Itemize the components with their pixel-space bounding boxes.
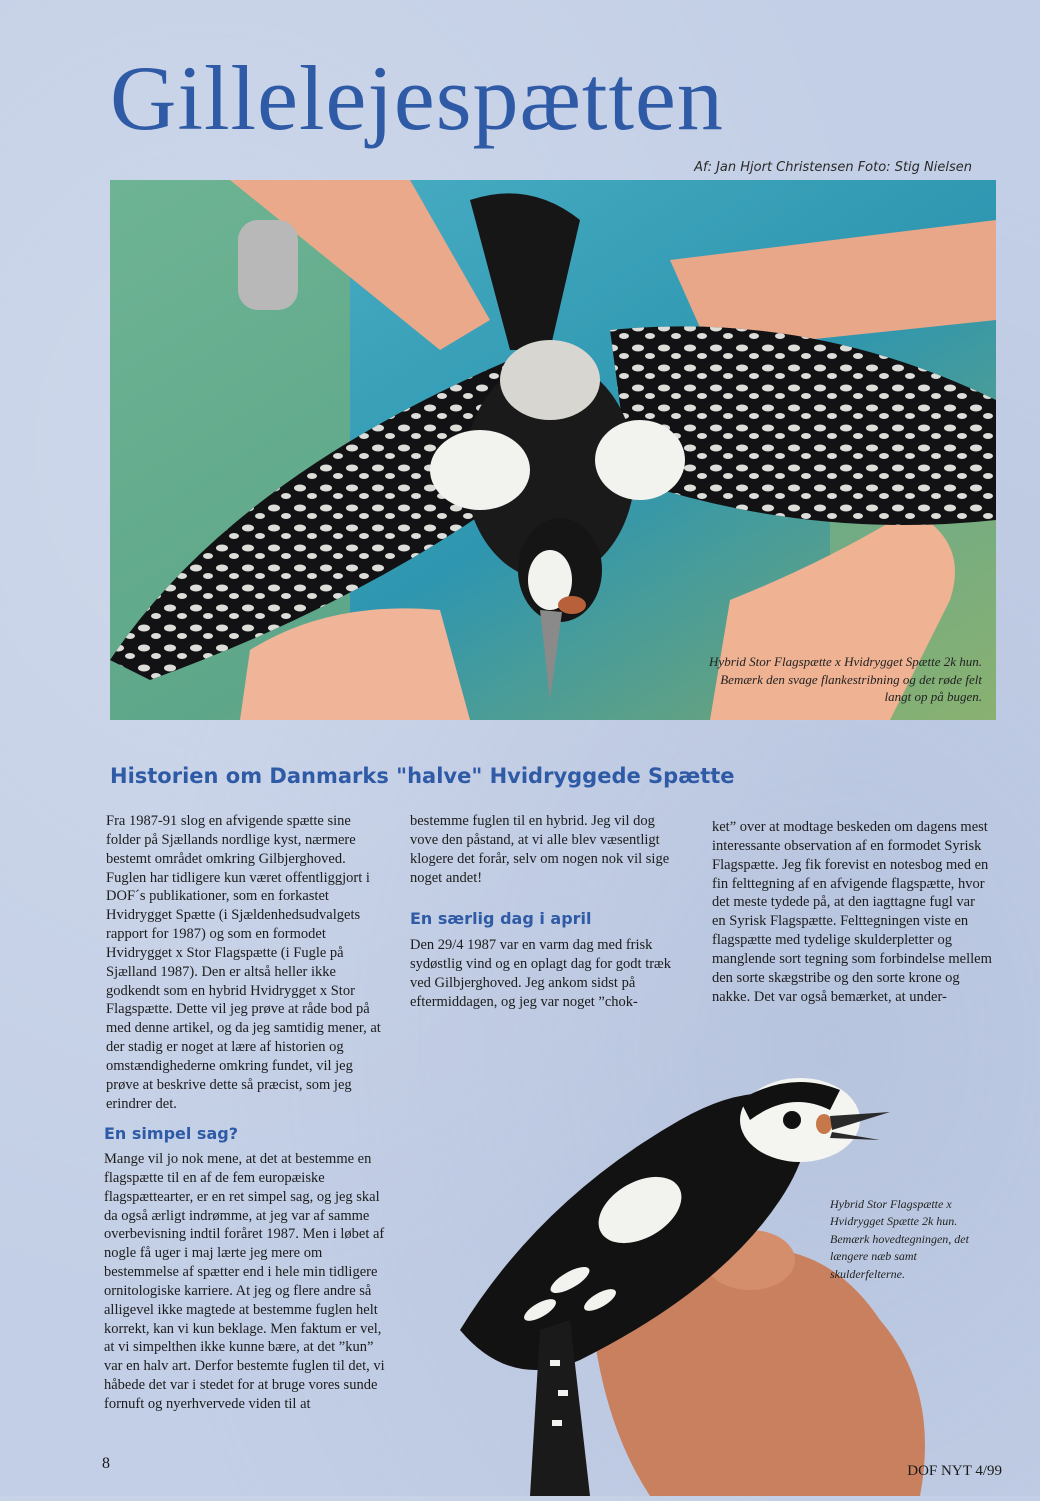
page-number: 8 (102, 1455, 110, 1472)
photo-woodpecker-wings (110, 180, 996, 720)
article-title: Gillelejespætten (110, 47, 724, 149)
intro-paragraph: Fra 1987-91 slog en afvigende spætte sine folder på Sjællands nordlige kyst, nærmere bestemt området omkring Gilbjerghoved. Fuglen har tidligere kun været offentliggjort i DOF´s publikationer, som en forkastet Hvidrygget Spætte (i Sjældenhedsudvalgets rapport for 1987) og som en formodet Hvidrygget x Stor Flagspætte (i Fugle på Sjælland 1987). Den er altså heller ikke godkendt som en hybrid Hvidrygget x Stor Flagspætte. Dette vil jeg prøve at råde bod på med denne artikel, og da jeg samtidig mener, at der stadig er noget at lære af historien og omstændighederne omkring fundet, vil jeg prøve at beskrive dette så præcist, som jeg erindrer det. (106, 813, 381, 1112)
section-heading-simpel: En simpel sag? (104, 1124, 238, 1143)
issue-label: DOF NYT 4/99 (907, 1463, 1002, 1479)
article-subheadline: Historien om Danmarks "halve" Hvidryggede Spætte (110, 764, 735, 788)
section-heading-april: En særlig dag i april (410, 909, 592, 929)
section-april-paragraph: Den 29/4 1987 var en varm dag med frisk sydøstlig vind og en oplagt dag for godt træk ved Gilbjerghoved. Jeg ankom sidst på eftermiddagen, og jeg var noget ”chok- (410, 937, 671, 1010)
photo1-caption: Hybrid Stor Flagspætte x Hvidrygget Spætte 2k hun. Bemærk den svage flankestribning og det røde felt langt op på bugen. (709, 654, 982, 705)
woodpecker-spread-wings-image (110, 180, 996, 720)
column-2-paragraph: bestemme fuglen til en hybrid. Jeg vil dog vove den påstand, at vi alle blev væsentligt klogere det forår, selv om nogen nok vil sige noget andet! (410, 813, 670, 886)
column-3 (712, 818, 992, 1006)
byline: Af: Jan Hjort Christensen Foto: Stig Nielsen (694, 160, 972, 175)
photo2-caption: Hybrid Stor Flagspætte x Hvidrygget Spætte 2k hun. Bemærk hovedtegningen, det længere næb samt skulderfelterne. (830, 1197, 969, 1281)
column-2 (410, 812, 682, 1012)
column-4 (104, 1150, 388, 1414)
section-simpel-paragraph: Mange vil jo nok mene, at det at bestemme en flagspætte til en af de fem europæiske flagspættearter, er en ret simpel sag, og jeg skal da også ærligt indrømme, at jeg var af samme overbevisning indtil foråret 1987. Men i løbet af nogle få uger i maj lærte jeg mere om bestemmelse af spætter end i hele min tidligere ornitologiske karriere. At jeg og flere andre så alligevel ikke magtede at bestemme fuglen helt korrekt, kan vi kun beklage. Men faktum er vel, at vi simpelthen ikke kunne bære, at det ”kun” var en halv art. Derfor bestemte fuglen til det, vi håbede det var i stedet for at bruge vores sunde fornuft og nyerhvervede viden til at (104, 1151, 385, 1412)
column-3-paragraph: ket” over at modtage beskeden om dagens mest interessante observation af en formodet Syrisk Flagspætte. Jeg fik forevist en notesbog med en fin felttegning af en afvigende flagspætte, hvor det meste tydede på, at den iagttagne fugl var en Syrisk Flagspætte. Felttegningen viste en flagspætte med tydelige skulderpletter og manglende sort tegning som forbindelse mellem den sorte skægstribe og den sorte krone og nakke. Det var også bemærket, at under- (712, 819, 992, 1005)
column-1 (106, 812, 386, 1114)
